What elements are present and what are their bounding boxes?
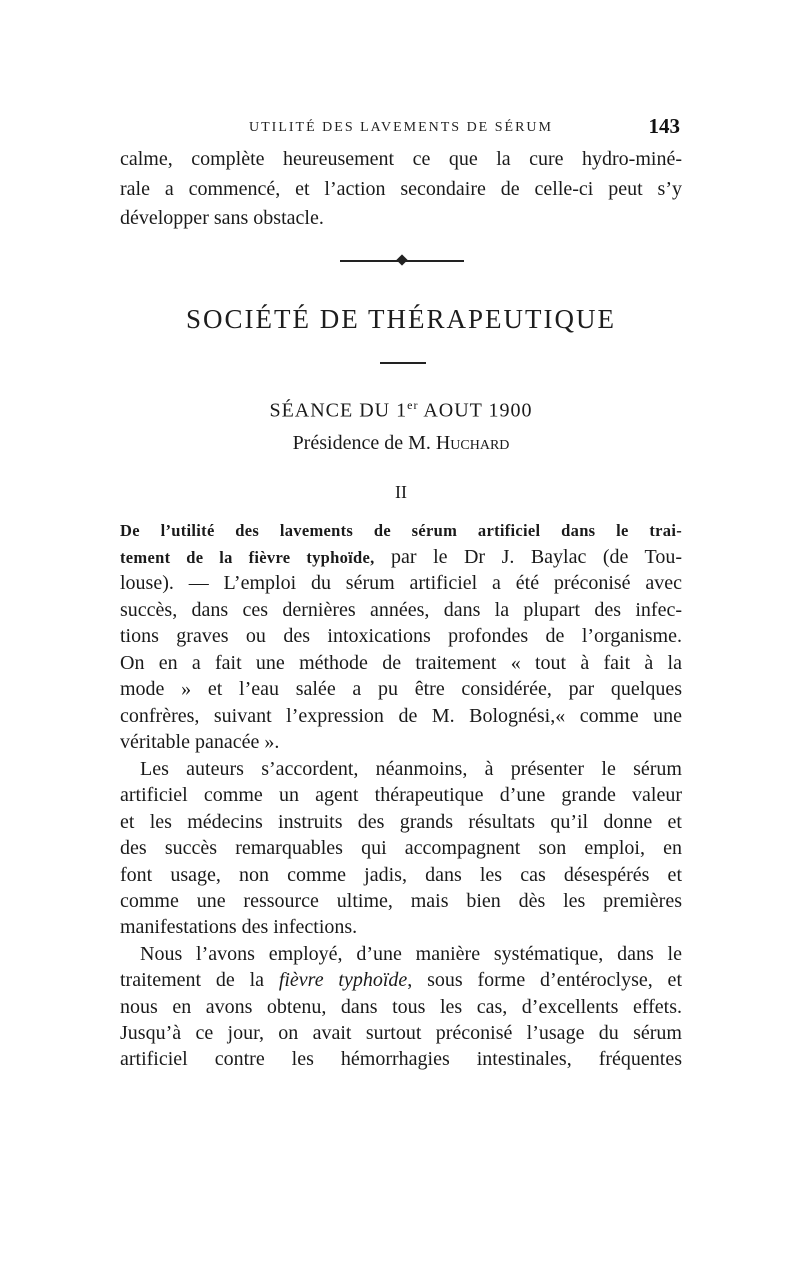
text-fragment: traitement de la <box>120 969 279 991</box>
seance-ordinal: er <box>407 398 419 412</box>
text-line: Nous l’avons employé, d’une manière systématique, dans le <box>140 943 682 965</box>
text-line <box>120 967 682 994</box>
text-line: calme, complète heureusement ce que la cure hydro-miné- <box>120 148 682 170</box>
text-line: et les médecins instruits des grands résultats qu’il donne et <box>120 811 682 833</box>
text-line: artificiel contre les hémorrhagies intestinales, fréquentes <box>120 1048 682 1070</box>
running-head <box>120 112 682 142</box>
text-line: artificiel comme un agent thérapeutique d’une grande valeur <box>120 784 682 806</box>
text-line: nous en avons obtenu, dans tous les cas, d’excellents effets. <box>120 996 682 1018</box>
article-title-line: De l’utilité des lavements de sérum artificiel dans le trai- <box>120 521 682 540</box>
diamond-ornament-icon <box>396 254 407 265</box>
text-line: des succès remarquables qui accompagnent son emploi, en <box>120 837 682 859</box>
part-number: II <box>395 482 407 502</box>
text-line: succès, dans ces dernières années, dans la plupart des infec- <box>120 599 682 621</box>
section-title: SOCIÉTÉ DE THÉRAPEUTIQUE <box>186 304 616 334</box>
seance-heading <box>120 398 682 423</box>
text-fragment: , sous forme d’entéroclyse, et <box>407 969 682 991</box>
president-name: Huchard <box>435 432 510 454</box>
text-line: manifestations des infections. <box>120 916 358 938</box>
presidence-line <box>120 432 682 455</box>
divider <box>380 362 426 364</box>
seance-prefix: SÉANCE DU 1 <box>269 399 408 422</box>
running-title: UTILITÉ DES LAVEMENTS DE SÉRUM <box>249 120 553 135</box>
text-line: Jusqu’à ce jour, on avait surtout préconisé l’usage du sérum <box>120 1022 682 1044</box>
text-line: comme une ressource ultime, mais bien dès les premières <box>120 890 682 912</box>
seance-date: AOUT 1900 <box>418 399 533 422</box>
text-line: On en a fait une méthode de traitement « tout à fait à la <box>120 652 682 674</box>
text-line: confrères, suivant l’expression de M. Bolognési,« comme une <box>120 705 682 727</box>
italic-term: fièvre typhoïde <box>278 969 408 991</box>
article-author: par le Dr J. Baylac (de Tou- <box>374 546 682 568</box>
text-line: Les auteurs s’accordent, néanmoins, à présenter le sérum <box>140 758 682 780</box>
text-line: font usage, non comme jadis, dans les cas désespérés et <box>120 864 682 886</box>
text-line: mode » et l’eau salée a pu être considérée, par quelques <box>120 678 682 700</box>
text-line: véritable panacée ». <box>120 731 280 753</box>
text-line: tions graves ou des intoxications profondes de l’organisme. <box>120 625 682 647</box>
page-number: 143 <box>648 114 680 138</box>
text-line: rale a commencé, et l’action secondaire de celle-ci peut s’y <box>120 178 682 200</box>
text-line: développer sans obstacle. <box>120 207 324 229</box>
article-title-line <box>120 544 682 571</box>
text-line: louse). — L’emploi du sérum artificiel a été préconisé avec <box>120 572 682 594</box>
article-title-bold: tement de la fièvre typhoïde, <box>120 548 375 567</box>
presidence-prefix: Présidence de M. <box>292 432 436 454</box>
